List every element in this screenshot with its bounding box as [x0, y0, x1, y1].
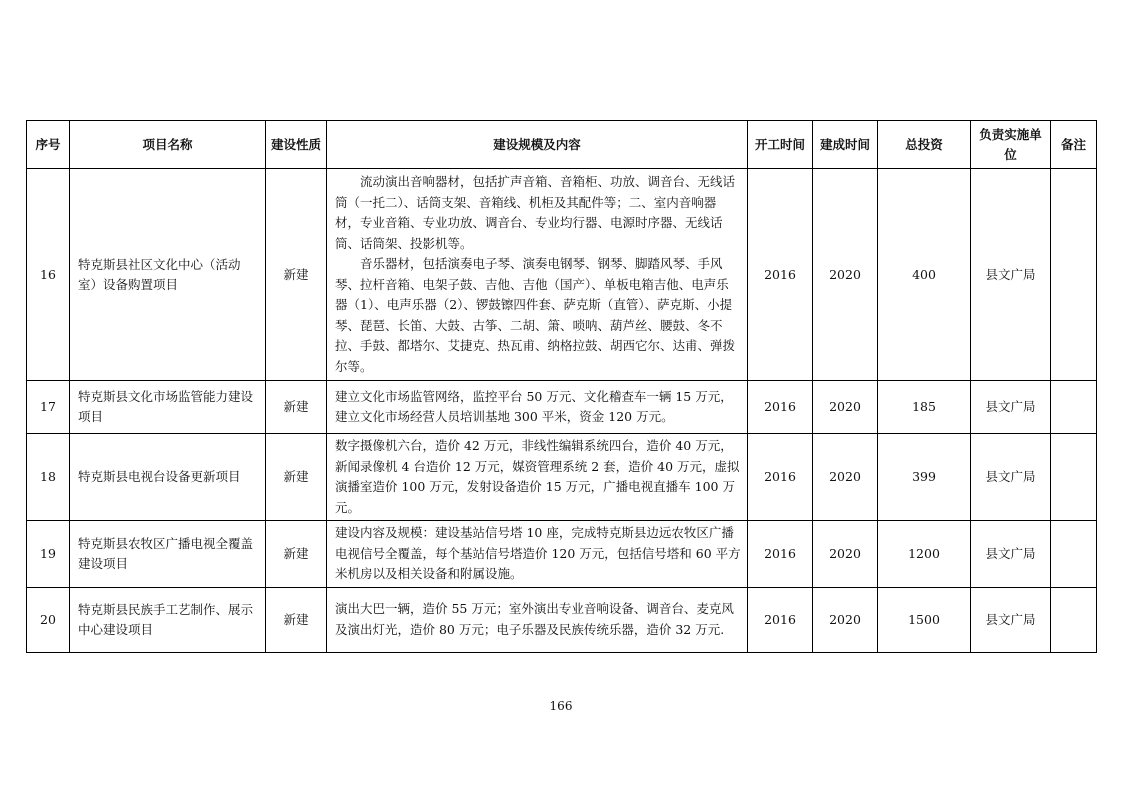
row-serial: 16 [27, 169, 70, 381]
row-remark [1051, 169, 1097, 381]
row-nature: 新建 [266, 587, 327, 652]
content-paragraph: 音乐器材，包括演奏电子琴、演奏电钢琴、钢琴、脚踏风琴、手风琴、拉杆音箱、电架子鼓、吉他、吉他（国产）、单板电箱吉他、电声乐器（1）、电声乐器（2）、锣鼓镲四件套、萨克斯（直管）、萨克斯、小提琴、琵琶、长笛、大鼓、古筝、二胡、箫、唢呐、葫芦丝、腰鼓、冬不拉、手鼓、都塔尔、艾捷克、热瓦甫、纳格拉鼓、胡西它尔、达甫、弹拨尔等。 [335, 256, 736, 374]
row-content [327, 169, 748, 381]
row-serial: 19 [27, 521, 70, 588]
row-nature: 新建 [266, 169, 327, 381]
row-content [327, 381, 748, 434]
content-paragraph: 建设内容及规模：建设基站信号塔 10 座，完成特克斯县边远农牧区广播电视信号全覆盖，每个基站信号塔造价 120 万元，包括信号塔和 60 平方米机房以及相关设备和附属设施。 [335, 525, 741, 581]
row-serial: 17 [27, 381, 70, 434]
content-paragraph: 建立文化市场监管网络，监控平台 50 万元、文化稽查车一辆 15 万元，建立文化市场经营人员培训基地 300 平米，资金 120 万元。 [335, 388, 733, 424]
row-start-time: 2016 [748, 434, 813, 521]
row-end-time: 2020 [813, 434, 878, 521]
header-start-time: 开工时间 [748, 121, 813, 169]
row-content [327, 587, 748, 652]
table-row [27, 169, 1097, 381]
row-start-time: 2016 [748, 169, 813, 381]
project-table-container [26, 120, 1096, 653]
row-project-name: 特克斯县农牧区广播电视全覆盖建设项目 [70, 521, 266, 588]
table-row [27, 521, 1097, 588]
row-start-time: 2016 [748, 381, 813, 434]
row-end-time: 2020 [813, 169, 878, 381]
row-start-time: 2016 [748, 587, 813, 652]
table-row [27, 587, 1097, 652]
content-paragraph: 流动演出音响器材，包括扩声音箱、音箱柜、功放、调音台、无线话筒（一托二）、话筒支架、音箱线、机柜及其配件等；二、室内音响器材，专业音箱、专业功放、调音台、专业均行器、电源时序器、无线话筒、话筒架、投影机等。 [335, 174, 736, 251]
row-project-name: 特克斯县文化市场监管能力建设项目 [70, 381, 266, 434]
row-investment: 185 [878, 381, 971, 434]
header-content: 建设规模及内容 [327, 121, 748, 169]
header-nature: 建设性质 [266, 121, 327, 169]
row-remark [1051, 381, 1097, 434]
table-header-row [27, 121, 1097, 169]
table-row [27, 434, 1097, 521]
row-end-time: 2020 [813, 521, 878, 588]
project-table [26, 120, 1097, 653]
row-serial: 20 [27, 587, 70, 652]
row-unit: 县文广局 [971, 521, 1051, 588]
row-unit: 县文广局 [971, 587, 1051, 652]
row-content [327, 521, 748, 588]
row-nature: 新建 [266, 381, 327, 434]
content-paragraph: 数字摄像机六台，造价 42 万元，非线性编辑系统四台，造价 40 万元，新闻录像机 4 台造价 12 万元，媒资管理系统 2 套，造价 40 万元，虚拟演播室造价 100 万元，发射设备造价 15 万元，广播电视直播车 100 万元。 [335, 438, 740, 515]
row-start-time: 2016 [748, 521, 813, 588]
row-nature: 新建 [266, 521, 327, 588]
row-content [327, 434, 748, 521]
row-project-name: 特克斯县民族手工艺制作、展示中心建设项目 [70, 587, 266, 652]
page-number: 166 [549, 699, 573, 713]
header-investment: 总投资 [878, 121, 971, 169]
row-investment: 1200 [878, 521, 971, 588]
row-investment: 400 [878, 169, 971, 381]
row-unit: 县文广局 [971, 381, 1051, 434]
header-end-time: 建成时间 [813, 121, 878, 169]
row-project-name: 特克斯县电视台设备更新项目 [70, 434, 266, 521]
header-serial: 序号 [27, 121, 70, 169]
row-end-time: 2020 [813, 587, 878, 652]
row-remark [1051, 434, 1097, 521]
row-unit: 县文广局 [971, 434, 1051, 521]
header-unit: 负责实施单位 [971, 121, 1051, 169]
row-project-name: 特克斯县社区文化中心（活动室）设备购置项目 [70, 169, 266, 381]
row-serial: 18 [27, 434, 70, 521]
content-paragraph: 演出大巴一辆，造价 55 万元；室外演出专业音响设备、调音台、麦克风及演出灯光，造价 80 万元；电子乐器及民族传统乐器，造价 32 万元. [335, 601, 734, 637]
row-investment: 1500 [878, 587, 971, 652]
row-remark [1051, 587, 1097, 652]
table-row [27, 381, 1097, 434]
row-nature: 新建 [266, 434, 327, 521]
header-remark: 备注 [1051, 121, 1097, 169]
row-investment: 399 [878, 434, 971, 521]
header-project-name: 项目名称 [70, 121, 266, 169]
row-unit: 县文广局 [971, 169, 1051, 381]
row-end-time: 2020 [813, 381, 878, 434]
row-remark [1051, 521, 1097, 588]
